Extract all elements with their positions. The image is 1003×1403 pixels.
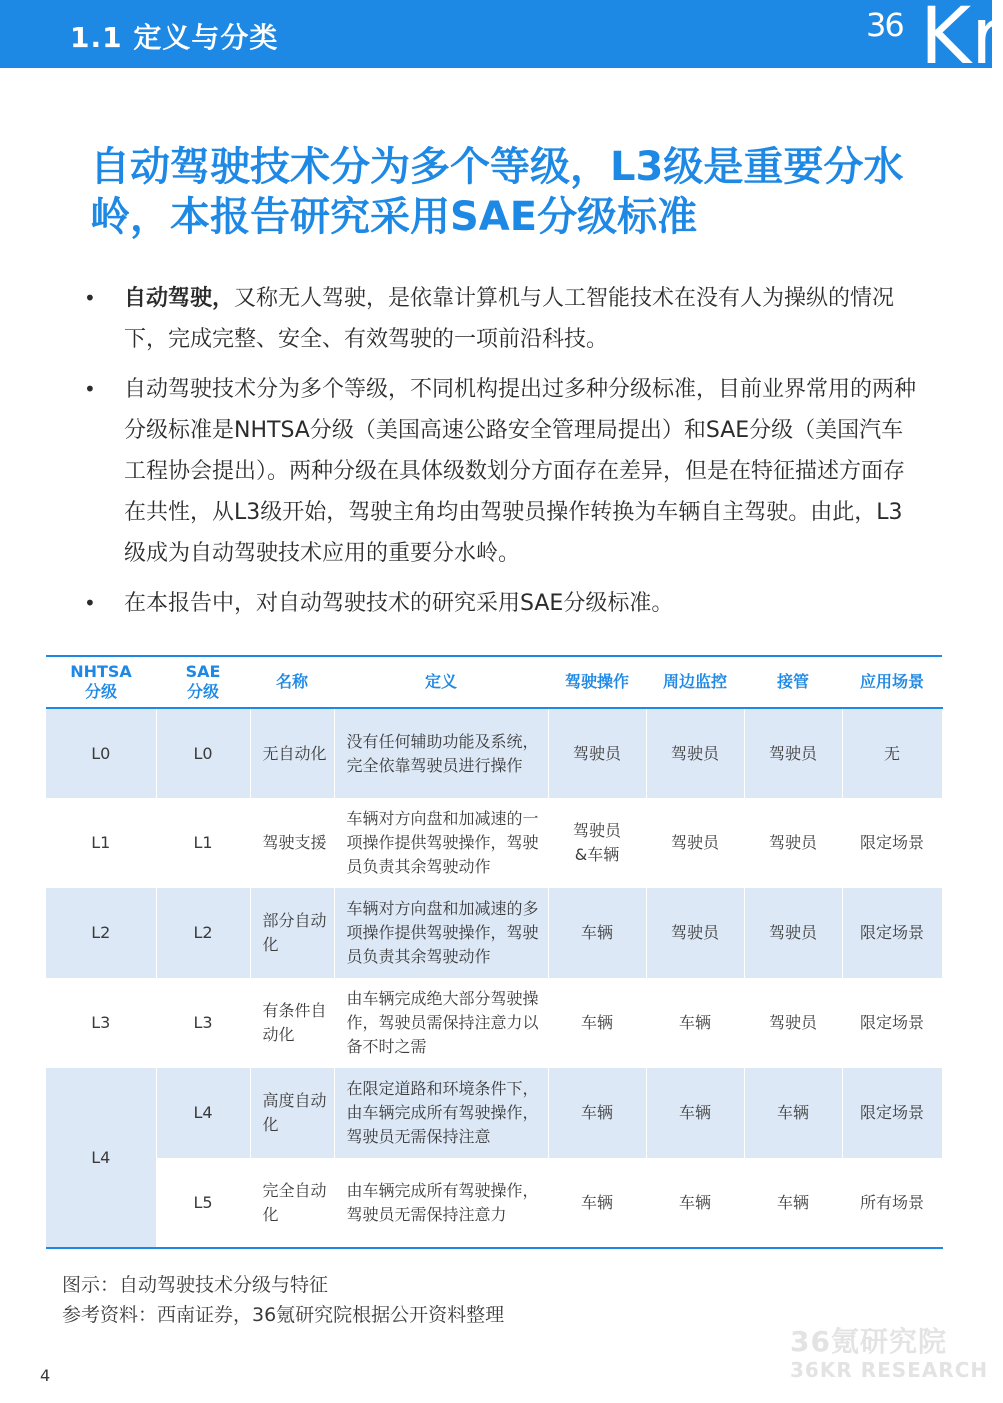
cell-monitoring: 车辆 — [646, 1068, 744, 1158]
header-name: 名称 — [275, 672, 308, 691]
brand-logo-36: 36 — [866, 6, 903, 44]
cell-takeover: 驾驶员 — [744, 888, 842, 978]
cell-driving: 车辆 — [548, 1068, 646, 1158]
cell-driving: 车辆 — [548, 1158, 646, 1248]
bullet-item — [80, 369, 920, 574]
cell-definition: 车辆对方向盘和加减速的多项操作提供驾驶操作，驾驶员负责其余驾驶动作 — [334, 888, 548, 978]
cell-takeover: 驾驶员 — [744, 708, 842, 798]
autonomy-level-table — [46, 655, 942, 1249]
cell-definition: 车辆对方向盘和加减速的一项操作提供驾驶操作，驾驶员负责其余驾驶动作 — [334, 798, 548, 888]
cell-scenario: 限定场景 — [842, 888, 942, 978]
cell-name: 有条件自动化 — [250, 978, 334, 1068]
cell-sae: L3 — [156, 978, 250, 1068]
caption-figure: 图示：自动驾驶技术分级与特征 — [62, 1274, 329, 1296]
cell-driving: 驾驶员&车辆 — [548, 798, 646, 888]
brand-logo-kr: Kr — [920, 0, 1003, 82]
cell-scenario: 所有场景 — [842, 1158, 942, 1248]
table-row — [46, 1158, 942, 1248]
header-scenario: 应用场景 — [859, 672, 924, 691]
cell-takeover: 车辆 — [744, 1158, 842, 1248]
header-monitoring: 周边监控 — [662, 672, 727, 691]
cell-sae: L4 — [156, 1068, 250, 1158]
section-title: 1.1 定义与分类 — [70, 21, 279, 54]
watermark-cn: 36氪研究院 — [790, 1325, 947, 1358]
table-row — [46, 798, 942, 888]
bullet-item — [80, 278, 920, 360]
table-row — [46, 1068, 942, 1158]
header-takeover: 接管 — [776, 672, 809, 691]
bullet-dot-icon: • — [84, 377, 96, 401]
cell-name: 完全自动化 — [250, 1158, 334, 1248]
cell-takeover: 驾驶员 — [744, 978, 842, 1068]
cell-takeover: 车辆 — [744, 1068, 842, 1158]
cell-scenario: 限定场景 — [842, 798, 942, 888]
cell-definition: 在限定道路和环境条件下，由车辆完成所有驾驶操作，驾驶员无需保持注意 — [334, 1068, 548, 1158]
bullet-bold-term: 自动驾驶， — [124, 286, 235, 311]
table-row — [46, 888, 942, 978]
bullet-text: 在本报告中，对自动驾驶技术的研究采用SAE分级标准。 — [124, 591, 674, 616]
cell-definition: 由车辆完成绝大部分驾驶操作，驾驶员需保持注意力以备不时之需 — [334, 978, 548, 1068]
bullet-text: 自动驾驶技术分为多个等级，不同机构提出过多种分级标准，目前业界常用的两种分级标准是NHTSA分级（美国高速公路安全管理局提出）和SAE分级（美国汽车工程协会提出）。两种分级在具体级数划分方面存在差异，但是在特征描述方面存在共性，从L3级开始，驾驶主角均由驾驶员操作转换为车辆自主驾驶。由此，L3级成为自动驾驶技术应用的重要分水岭。 — [124, 377, 917, 566]
header-driving: 驾驶操作 — [564, 672, 629, 691]
cell-driving: 车辆 — [548, 888, 646, 978]
cell-nhtsa: L3 — [46, 978, 156, 1068]
cell-sae: L2 — [156, 888, 250, 978]
cell-definition: 由车辆完成所有驾驶操作，驾驶员无需保持注意力 — [334, 1158, 548, 1248]
header-nhtsa: NHTSA分级 — [70, 662, 132, 701]
cell-nhtsa: L0 — [46, 708, 156, 798]
cell-sae: L1 — [156, 798, 250, 888]
bullet-dot-icon: • — [84, 286, 96, 310]
cell-sae: L0 — [156, 708, 250, 798]
watermark-en: 36KR RESEARCH — [790, 1358, 989, 1382]
table-row — [46, 708, 942, 798]
table-row — [46, 978, 942, 1068]
cell-sae: L5 — [156, 1158, 250, 1248]
header-definition: 定义 — [424, 672, 457, 691]
cell-monitoring: 车辆 — [646, 1158, 744, 1248]
cell-driving: 驾驶员 — [548, 708, 646, 798]
cell-nhtsa: L2 — [46, 888, 156, 978]
cell-name: 部分自动化 — [250, 888, 334, 978]
header-bar — [0, 0, 1003, 82]
bullet-list — [80, 278, 920, 633]
table-header-row — [46, 656, 942, 708]
cell-takeover: 驾驶员 — [744, 798, 842, 888]
bullet-text: 又称无人驾驶，是依靠计算机与人工智能技术在没有人为操纵的情况下，完成完整、安全、有效驾驶的一项前沿科技。 — [124, 286, 895, 352]
brand-logo — [862, 0, 1003, 82]
cell-scenario: 无 — [842, 708, 942, 798]
page-number: 4 — [40, 1366, 51, 1385]
bullet-item — [80, 583, 920, 624]
cell-nhtsa: L1 — [46, 798, 156, 888]
bullet-dot-icon: • — [84, 591, 96, 615]
figure-caption — [62, 1270, 504, 1330]
cell-name: 无自动化 — [250, 708, 334, 798]
cell-monitoring: 驾驶员 — [646, 888, 744, 978]
caption-source: 参考资料：西南证券，36氪研究院根据公开资料整理 — [62, 1304, 505, 1326]
page-title: 自动驾驶技术分为多个等级，L3级是重要分水岭，本报告研究采用SAE分级标准 — [90, 144, 904, 240]
cell-scenario: 限定场景 — [842, 978, 942, 1068]
cell-name: 驾驶支援 — [250, 798, 334, 888]
cell-name: 高度自动化 — [250, 1068, 334, 1158]
cell-monitoring: 驾驶员 — [646, 798, 744, 888]
cell-monitoring: 驾驶员 — [646, 708, 744, 798]
cell-monitoring: 车辆 — [646, 978, 744, 1068]
cell-nhtsa: L4 — [46, 1068, 156, 1248]
header-sae: SAE分级 — [185, 662, 221, 701]
cell-driving: 车辆 — [548, 978, 646, 1068]
cell-scenario: 限定场景 — [842, 1068, 942, 1158]
cell-definition: 没有任何辅助功能及系统，完全依靠驾驶员进行操作 — [334, 708, 548, 798]
